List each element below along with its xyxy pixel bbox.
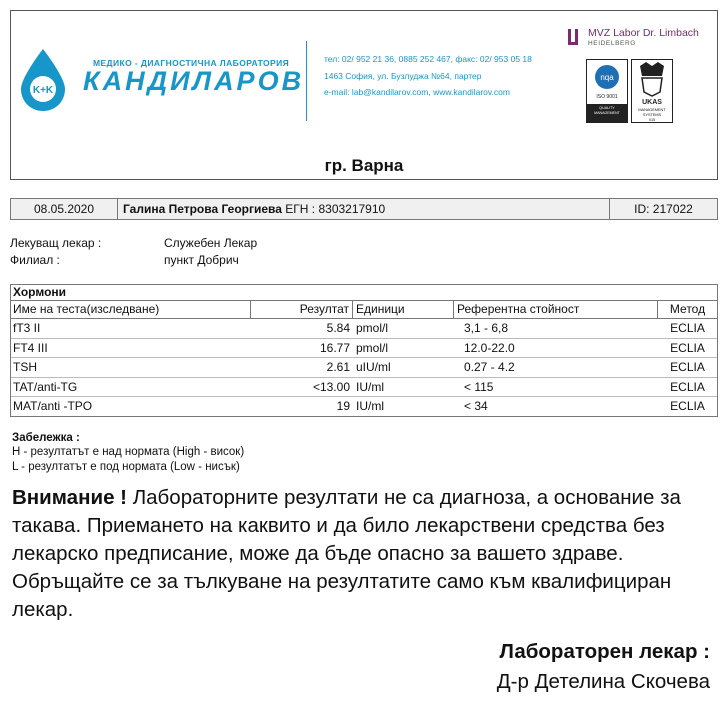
patient-name: Галина Петрова Георгиева [123, 202, 282, 216]
header-test: Име на теста(изследване) [11, 301, 251, 318]
signer-name: Д-р Детелина Скочева [496, 670, 710, 693]
table-row [11, 358, 717, 378]
patient-info-bar [10, 198, 718, 220]
cell-method: ECLIA [670, 360, 705, 375]
cell-test: FT4 III [13, 340, 48, 355]
results-header-row [11, 301, 717, 319]
lab-contacts [324, 51, 532, 101]
cell-test: fT3 II [13, 321, 41, 335]
report-date: 08.05.2020 [11, 199, 118, 219]
cell-method: ECLIA [670, 321, 705, 335]
cell-result: 16.77 [319, 340, 350, 355]
table-row [11, 378, 717, 398]
cell-reference: 3,1 - 6,8 [464, 321, 509, 335]
doctor-value: Служебен Лекар [164, 236, 258, 250]
ukas-number: 015 [648, 118, 656, 122]
table-row [11, 397, 717, 416]
partner-name: MVZ Labor Dr. Limbach [588, 27, 699, 39]
cell-method: ECLIA [670, 399, 705, 414]
cell-reference: < 115 [464, 379, 494, 394]
cell-reference: 12.0-22.0 [464, 340, 515, 355]
cell-result: 2.61 [326, 360, 350, 375]
cell-units: uIU/ml [356, 360, 391, 375]
report-header [10, 10, 718, 180]
nqa-caption: QUALITY MANAGEMENT [587, 104, 627, 122]
patient-info [118, 199, 610, 219]
note-high: H - резултатът е над нормата (High - висок) [12, 446, 245, 458]
partner-logo-icon [566, 28, 584, 46]
ukas-certificate-badge [631, 59, 673, 123]
ukas-crown-icon [632, 60, 672, 108]
cell-reference: < 34 [464, 399, 488, 414]
warning-lead: Внимание ! [12, 486, 127, 509]
partner-city: HEIDELBERG [588, 40, 636, 47]
signer-label: Лабораторен лекар : [499, 640, 710, 663]
nqa-certificate-badge [586, 59, 628, 123]
cell-test: TSH [13, 360, 37, 375]
nqa-globe-icon [587, 60, 627, 104]
cell-result: 19 [336, 399, 350, 414]
cell-method: ECLIA [670, 340, 705, 355]
warning-body: Лабораторните резултати не са диагноза, а основание за такава. Приемането на каквито и да било лекарствени средства без лекарско предписание, може да бъде опасно за вашето здраве. Обръщайте се за тълкуване на резултатите само към квалифициран лекар. [12, 486, 681, 621]
patient-id-number: ЕГН : 8303217910 [285, 202, 386, 216]
warning-text [12, 484, 712, 624]
cell-result: <13.00 [312, 379, 350, 394]
table-row [11, 319, 717, 339]
table-row [11, 339, 717, 359]
cell-test: TAT/anti-TG [13, 379, 78, 394]
cell-test: MAT/anti -TPO [13, 399, 93, 414]
header-divider [306, 41, 307, 121]
results-section-title: Хормони [11, 285, 717, 301]
header-method: Метод [669, 302, 706, 316]
nqa-logo-text: nqa [600, 73, 614, 82]
contact-phone: тел: 02/ 952 21 36, 0885 252 467, факс: 02/ 953 05 18 [324, 54, 532, 64]
ukas-caption: MANAGEMENT SYSTEMS 015 [638, 108, 666, 122]
cell-units: IU/ml [356, 399, 384, 414]
contact-email: e-mail: lab@kandilarov.com, www.kandilarov.com [324, 87, 510, 97]
sample-id: ID: 217022 [634, 202, 693, 216]
contact-address: 1463 София, ул. Бузлуджа №64, партер [324, 70, 482, 81]
lab-logo-drop-icon [17, 47, 69, 113]
header-units: Единици [353, 301, 454, 318]
results-table [10, 284, 718, 417]
report-city: гр. Варна [324, 156, 404, 175]
header-result: Резултат [251, 301, 353, 318]
branch-value: пункт Добрич [164, 253, 239, 267]
ukas-name: UKAS [642, 99, 662, 106]
cell-result: 5.84 [326, 321, 350, 335]
lab-name: КАНДИЛАРОВ [83, 66, 305, 96]
cell-units: pmol/l [356, 321, 389, 335]
cell-units: pmol/l [356, 340, 389, 355]
nqa-iso-text: ISO 9001 [596, 94, 618, 100]
logo-letters: K+K [32, 85, 54, 96]
cell-reference: 0.27 - 4.2 [464, 360, 515, 375]
note-low: L - резултатът е под нормата (Low - нисък) [12, 461, 240, 473]
cell-method: ECLIA [670, 379, 705, 394]
results-body [11, 319, 717, 416]
header-reference: Референтна стойност [454, 301, 658, 318]
cell-units: IU/ml [356, 379, 384, 394]
doctor-label: Лекуващ лекар : [10, 236, 102, 250]
notes-title: Забележка : [12, 432, 80, 444]
branch-label: Филиал : [10, 253, 60, 267]
lab-subtitle: МЕДИКО - ДИАГНОСТИЧНА ЛАБОРАТОРИЯ [93, 58, 290, 68]
